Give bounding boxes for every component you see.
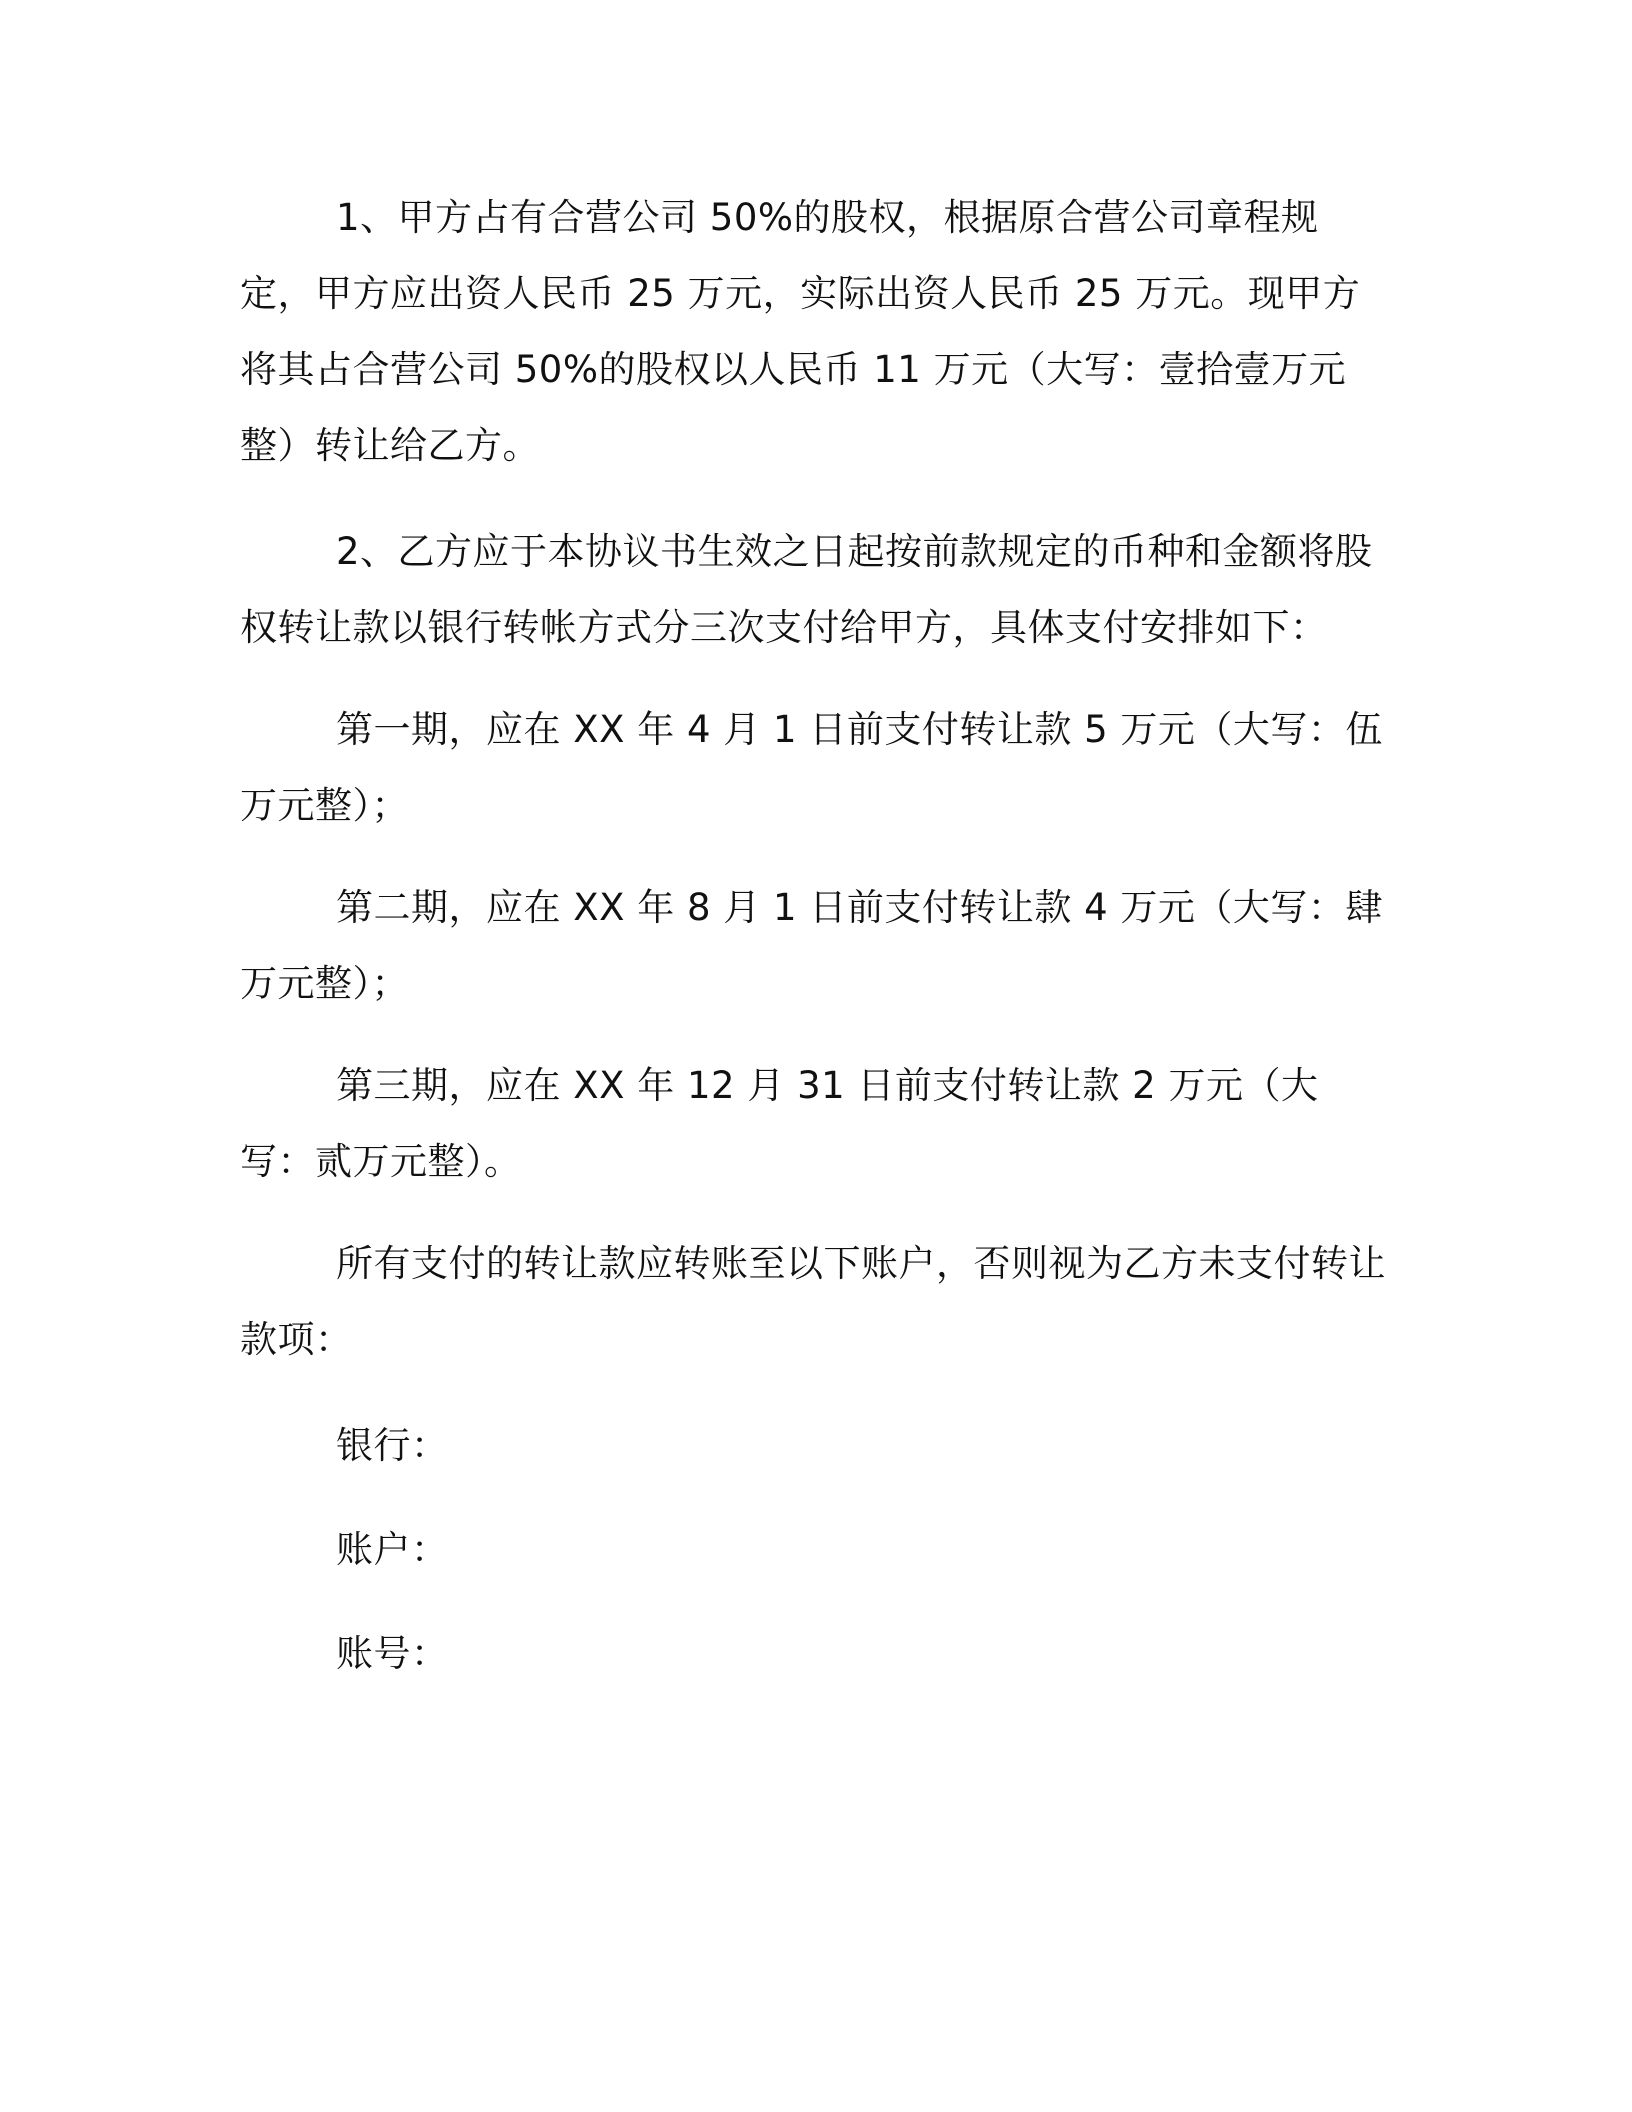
account-name-field-label: 账户： xyxy=(336,1528,449,1571)
document-body xyxy=(240,180,1390,1692)
paragraph-installment-3: 第三期，应在 XX 年 12 月 31 日前支付转让款 2 万元（大写：贰万元整）。 xyxy=(240,1064,1319,1183)
paragraph-installment-2: 第二期，应在 XX 年 8 月 1 日前支付转让款 4 万元（大写：肆万元整）； xyxy=(240,886,1383,1005)
account-number-field-label: 账号： xyxy=(336,1632,449,1675)
bank-field-label: 银行： xyxy=(336,1424,449,1467)
paragraph-installment-1: 第一期，应在 XX 年 4 月 1 日前支付转让款 5 万元（大写：伍万元整）； xyxy=(240,708,1383,827)
paragraph-payment-terms: 2、乙方应于本协议书生效之日起按前款规定的币种和金额将股权转让款以银行转帐方式分三次支付给甲方，具体支付安排如下： xyxy=(240,530,1373,649)
paragraph-equity-share: 1、甲方占有合营公司 50%的股权，根据原合营公司章程规定，甲方应出资人民币 25 万元，实际出资人民币 25 万元。现甲方将其占合营公司 50%的股权以人民币 11 万元（大写：壹拾壹万元整）转让给乙方。 xyxy=(240,196,1361,467)
paragraph-transfer-account: 所有支付的转让款应转账至以下账户，否则视为乙方未支付转让款项： xyxy=(240,1242,1386,1361)
account-fields xyxy=(240,1408,1390,1692)
